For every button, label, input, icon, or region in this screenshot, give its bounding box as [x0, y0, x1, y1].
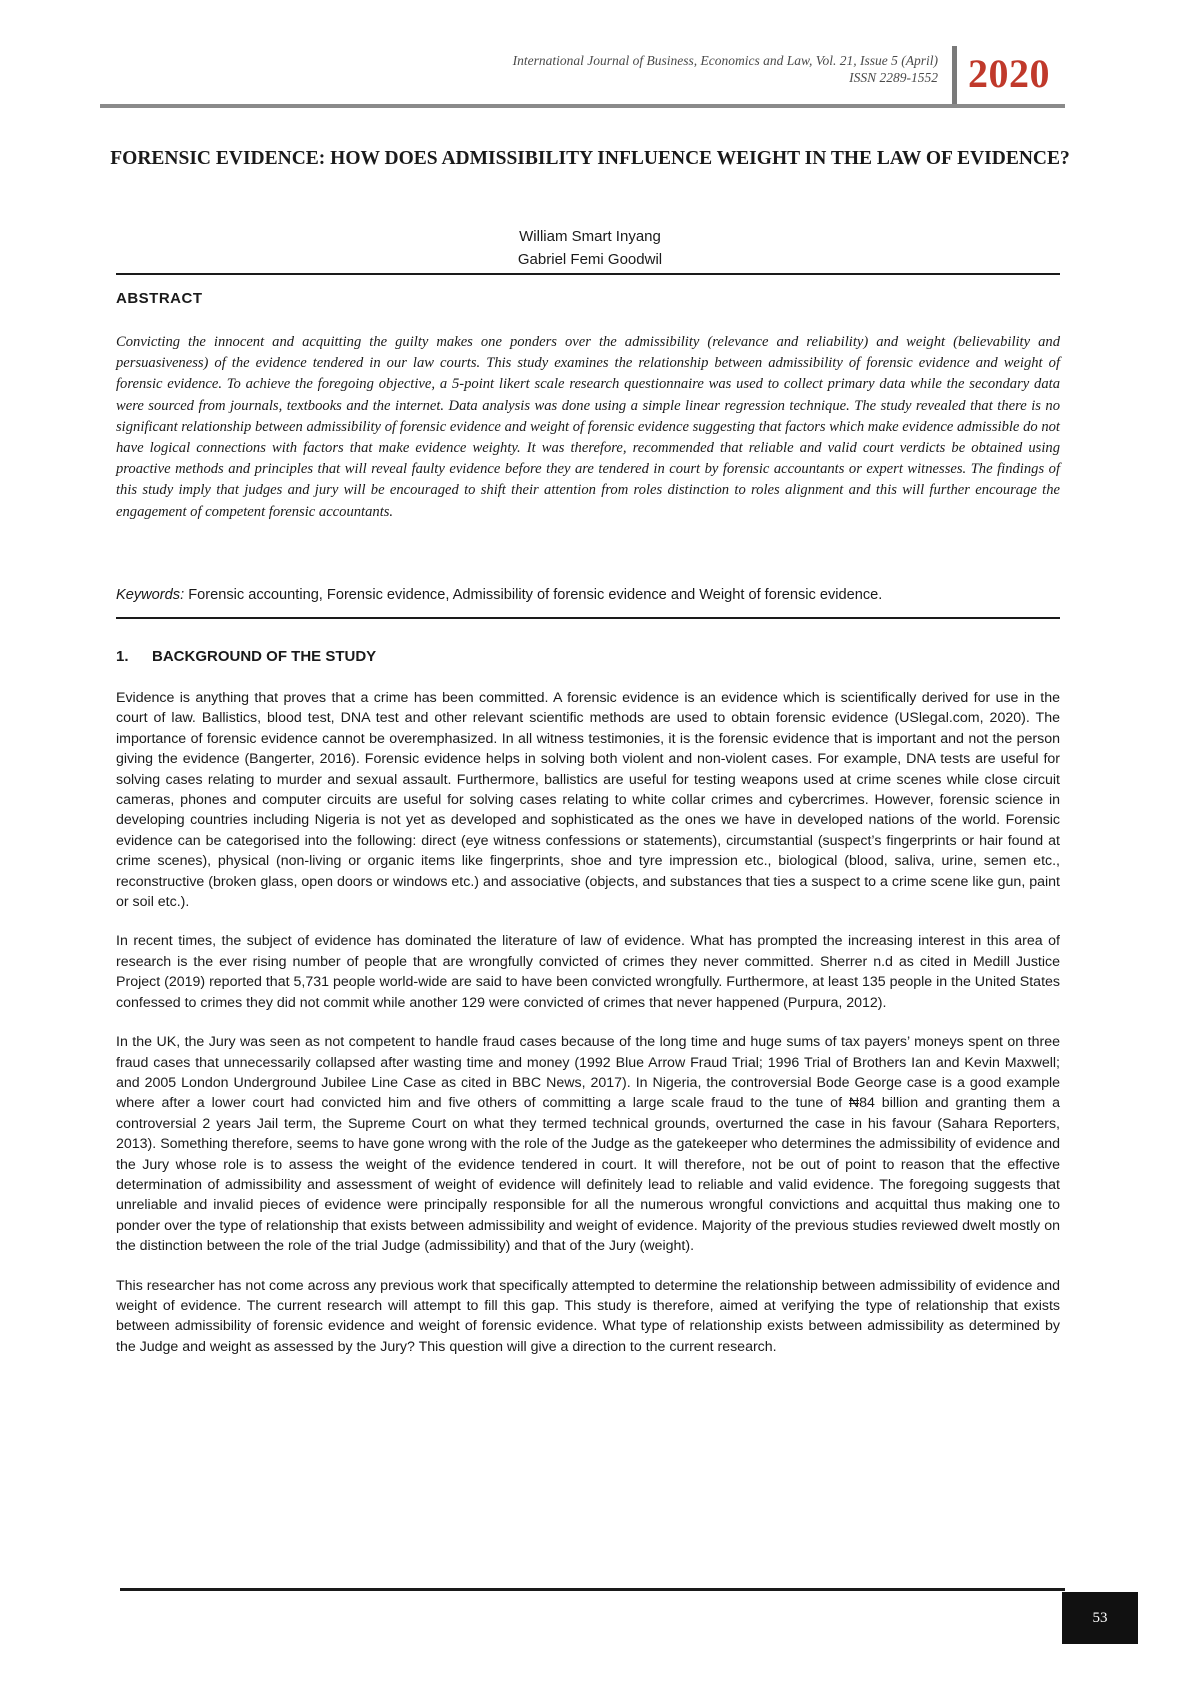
page-header: [0, 0, 1200, 120]
keywords: [116, 585, 1060, 605]
section-heading: [116, 648, 376, 665]
journal-issn: ISSN 2289-1552: [849, 70, 938, 85]
author-list: [110, 225, 1070, 271]
section-body: [116, 688, 1060, 1376]
abstract-top-rule: [116, 273, 1060, 275]
body-paragraph: In recent times, the subject of evidence has dominated the literature of law of evidence. What has prompted the increasing interest in this area of research is the ever rising number of people that are wrongfully convicted of crimes they never committed. Sherrer n.d as cited in Medill Justice Project (2019) reported that 5,731 people world-wide are said to have been convicted wrongfully. Furthermore, at least 135 people in the United States confessed to crimes they did not commit while another 129 were convicted of crimes that never happened (Purpura, 2012).: [116, 933, 1060, 1011]
section-number: 1.: [116, 648, 129, 665]
header-divider: [952, 46, 957, 106]
body-paragraph: In the UK, the Jury was seen as not competent to handle fraud cases because of the long time and huge sums of tax payers’ moneys spent on three fraud cases that unnecessarily collapsed after wasting time and money (1992 Blue Arrow Fraud Trial; 1996 Trial of Brothers Ian and Kevin Maxwell; and 2005 London Underground Jubilee Line Case as cited in BBC News, 2017). In Nigeria, the controversial Bode George case is a good example where after a lower court had convicted him and five others of committing a large scale fraud to the tune of ₦84 billion and granting them a controversial 2 years Jail term, the Supreme Court on what they termed technical grounds, overturned the case in his favour (Sahara Reporters, 2013). Something therefore, seems to have gone wrong with the role of the Judge as the gatekeeper who determines the admissibility of evidence and the Jury whose role is to assess the weight of the evidence tendered in court. It will therefore, not be out of point to reason that the effective determination of admissibility and assessment of weight of evidence will definitely lead to reliable and valid evidence. The foregoing suggests that unreliable and invalid pieces of evidence were principally responsible for all the numerous wrongful convictions and acquittal thus making one to ponder over the type of relationship that exists between admissibility and weight of evidence. Majority of the previous studies reviewed dwelt mostly on the distinction between the role of the trial Judge (admissibility) and that of the Jury (weight).: [116, 1034, 1060, 1255]
header-rule: [100, 104, 1065, 108]
author-name: Gabriel Femi Goodwil: [517, 251, 663, 268]
abstract-bottom-rule: [116, 617, 1060, 619]
body-paragraph: This researcher has not come across any previous work that specifically attempted to determine the relationship between admissibility of evidence and weight of evidence. The current research will attempt to fill this gap. This study is therefore, aimed at verifying the type of relationship that exists between admissibility of forensic evidence and weight of forensic evidence. What type of relationship exists between admissibility as determined by the Judge and weight as assessed by the Jury? This question will give a direction to the current research.: [116, 1277, 1060, 1355]
author-name: William Smart Inyang: [519, 228, 661, 245]
journal-year: 2020: [968, 51, 1050, 96]
journal-info: [513, 52, 938, 86]
journal-name: International Journal of Business, Economics and Law, Vol. 21, Issue 5 (April): [512, 53, 938, 68]
keywords-list: Forensic accounting, Forensic evidence, Admissibility of forensic evidence and Weight of forensic evidence.: [188, 587, 883, 603]
section-title: BACKGROUND OF THE STUDY: [152, 648, 377, 665]
page-number-text: 53: [1092, 1609, 1108, 1626]
footer-rule: [120, 1588, 1065, 1591]
body-paragraph: Evidence is anything that proves that a crime has been committed. A forensic evidence is an evidence which is scientifically derived for use in the court of law. Ballistics, blood test, DNA test and other relevant scientific methods are used to obtain forensic evidence (USlegal.com, 2020). The importance of forensic evidence cannot be overemphasized. In all witness testimonies, it is the forensic evidence that is important and not the person giving the evidence (Bangerter, 2016). Forensic evidence helps in solving both violent and non-violent cases. For example, DNA tests are useful for solving cases relating to murder and sexual assault. Furthermore, ballistics are useful for testing weapons used at crime scenes while close circuit cameras, phones and computer circuits are useful for solving cases relating to white collar crimes and cybercrimes. However, forensic science in developing countries including Nigeria is not yet as developed and sophisticated as the ones we have in developed nations of the world. Forensic evidence can be categorised into the following: direct (eye witness confessions or statements), circumstantial (suspect’s fingerprints or hair found at crime scenes), physical (non-living or organic items like fingerprints, shoe and tyre impression etc., biological (blood, saliva, urine, semen etc., reconstructive (broken glass, open doors or windows etc.) and associative (objects, and substances that ties a suspect to a crime scene like gun, paint or soil etc.).: [116, 690, 1060, 911]
abstract-heading: ABSTRACT: [116, 290, 203, 307]
keywords-label: Keywords:: [116, 587, 185, 603]
abstract-text: Convicting the innocent and acquitting the guilty makes one ponders over the admissibility (relevance and reliability) and weight (believability and persuasiveness) of the evidence tendered in our law courts. This study examines the relationship between admissibility of forensic evidence and weight of forensic evidence. To achieve the foregoing objective, a 5-point likert scale research questionnaire was used to collect primary data while the secondary data were sourced from journals, textbooks and the internet. Data analysis was done using a simple linear regression technique. The study revealed that there is no significant relationship between admissibility of forensic evidence and weight of forensic evidence suggesting that factors which make evidence admissible do not have logical connections with factors that make evidence weighty. It was therefore, recommended that reliable and valid court verdicts be obtained using proactive methods and principles that will reveal faulty evidence before they are tendered in court by forensic accountants or expert witnesses. The findings of this study imply that judges and jury will be encouraged to shift their attention from roles distinction to roles alignment and this will further encourage the engagement of competent forensic accountants.: [116, 334, 1060, 520]
page-number: [1062, 1592, 1138, 1644]
paper-title: FORENSIC EVIDENCE: HOW DOES ADMISSIBILITY INFLUENCE WEIGHT IN THE LAW OF EVIDENCE?: [110, 148, 1070, 169]
